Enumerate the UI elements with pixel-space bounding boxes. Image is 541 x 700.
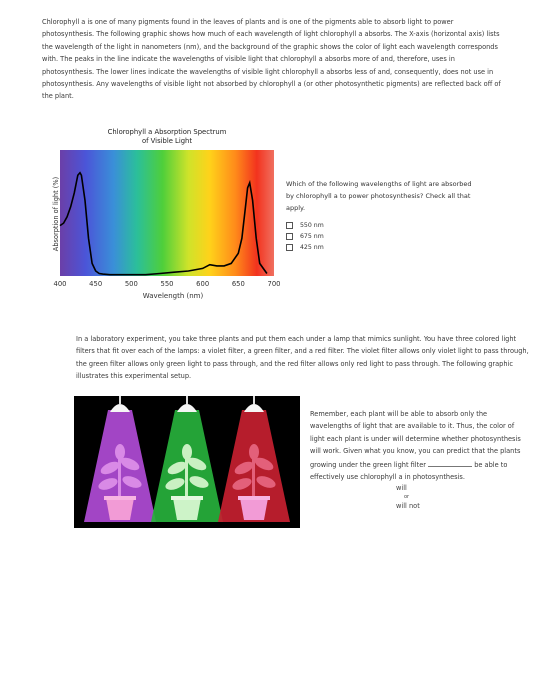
- absorption-chart: [28, 122, 280, 312]
- chart-svg: [28, 122, 280, 312]
- lab-paragraph: In a laboratory experiment, you take three plants and put them each under a lamp that mimics sunlight. You have three colored light filters that fit over each of the lamps: a violet filter, a green filter, and a red filter. The violet filter allows only violet light to pass through, the green filter allows only green light to pass through, and the red filter allows only red light to pass through. The following graphic illustrates this experimental setup.: [76, 335, 529, 381]
- dropdown-option-will-not[interactable]: will not: [396, 502, 420, 510]
- x-tick-label: 550: [160, 280, 174, 288]
- option-label: 425 nm: [300, 243, 324, 251]
- chart-subtitle: of Visible Light: [141, 137, 193, 145]
- checkbox-425[interactable]: [286, 244, 293, 251]
- x-tick-label: 650: [231, 280, 245, 288]
- x-tick-label: 700: [267, 280, 280, 288]
- prediction-blank[interactable]: [428, 458, 472, 467]
- checkbox-550[interactable]: [286, 222, 293, 229]
- option-675[interactable]: [286, 231, 476, 242]
- x-tick-label: 450: [89, 280, 103, 288]
- intro-paragraph: Chlorophyll a is one of many pigments found in the leaves of plants and is one of the pigments able to absorb light to power photosynthesis. The following graphic shows how much of each wavelength of light chlorophyll a absorbs. The X-axis (horizontal axis) lists the wavelength of the light in nanometers (nm), and the background of the graphic shows the color of light each wavelength corresponds with. The peaks in the line indicate the wavelengths of visible light that chlorophyll a absorbs more of and, therefore, uses in photosynthesis. The lower lines indicate the wavelengths of visible light chlorophyll a absorbs less of and, consequently, does not use in photosynthesis. Any wavelengths of visible light not absorbed by chlorophyll a (or other photosynthetic pigments) are reflected back off of the plant.: [42, 18, 501, 101]
- y-axis-label: Absorption of light (%): [52, 176, 60, 252]
- prediction-text-after: be able to effectively use chlorophyll a in photosynthesis.: [310, 460, 508, 482]
- dropdown-or: or: [404, 494, 410, 500]
- chart-title: [82, 128, 252, 146]
- option-label: 675 nm: [300, 232, 324, 240]
- option-425[interactable]: [286, 242, 476, 253]
- dropdown-option-will[interactable]: will: [396, 484, 407, 492]
- x-axis-label: Wavelength (nm): [142, 292, 204, 300]
- x-tick-label: 400: [53, 280, 67, 288]
- chart-title-line: Chlorophyll a Absorption Spectrum: [107, 128, 227, 136]
- question-prompt: Which of the following wavelengths of light are absorbed by chlorophyll a to power photosynthesis? Check all that apply.: [286, 180, 472, 212]
- question-block: [286, 178, 476, 253]
- option-550[interactable]: [286, 220, 476, 231]
- x-tick-label: 500: [124, 280, 138, 288]
- checkbox-675[interactable]: [286, 233, 293, 240]
- x-tick-label: 600: [196, 280, 210, 288]
- prediction-text-before: Remember, each plant will be able to absorb only the wavelengths of light that are available to it. Thus, the color of light each plant is under will determine whether photosynthesis will work. Given what you know, you can predict that the plants growing under the green light filter: [310, 410, 521, 469]
- experiment-svg: [74, 396, 300, 528]
- spectrum-background: [60, 150, 274, 276]
- option-label: 550 nm: [300, 221, 324, 229]
- experiment-illustration: [74, 396, 300, 528]
- prediction-paragraph: [310, 408, 525, 483]
